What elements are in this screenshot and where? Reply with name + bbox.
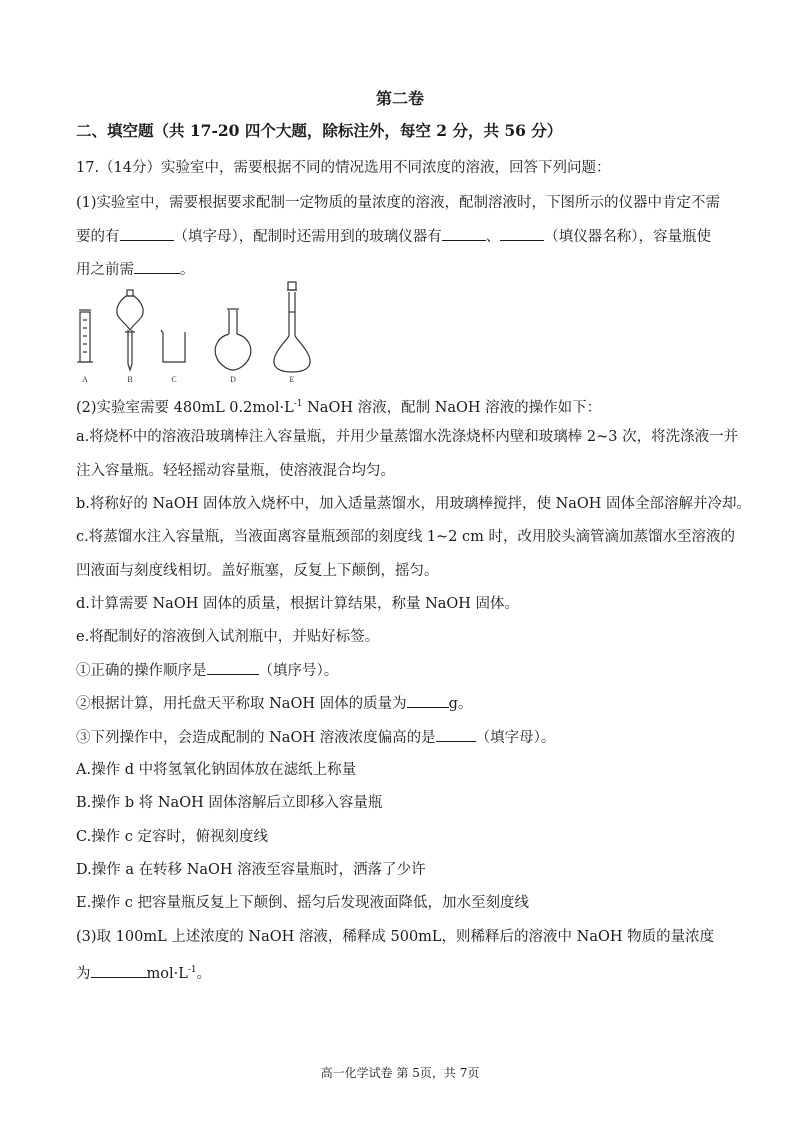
- separatory-funnel-icon: [117, 290, 143, 370]
- page-title: 第二卷: [375, 89, 424, 108]
- step-c-line2: 凹液面与刻度线相切。盖好瓶塞，反复上下颠倒，摇匀。: [76, 563, 439, 579]
- figure-label-a: A: [82, 375, 88, 384]
- volumetric-flask-icon: [274, 282, 310, 372]
- page-footer: 高一化学试卷 第 5页，共 7页: [320, 1066, 480, 1080]
- step-b: b.将称好的 NaOH 固体放入烧杯中，加入适量蒸馏水，用玻璃棒搅拌，使 NaOH 固体全部溶解并冷却。: [76, 496, 752, 512]
- option-d: D.操作 a 在转移 NaOH 溶液至容量瓶时，洒落了少许: [76, 862, 426, 878]
- part1-line1: (1)实验室中，需要根据要求配制一定物质的量浓度的溶液，配制溶液时，下图所示的仪器中肯定不需: [76, 195, 721, 211]
- subq-2: ②根据计算，用托盘天平称取 NaOH 固体的质量为 g。: [76, 693, 472, 714]
- answer-blank[interactable]: [120, 226, 174, 241]
- answer-blank[interactable]: [407, 693, 449, 708]
- part3-line1: (3)取 100mL 上述浓度的 NaOH 溶液，稀释成 500mL，则稀释后的溶液中 NaOH 物质的量浓度: [76, 929, 715, 945]
- part3-line2: 为 $mol\cdot L^{-1}$。: [76, 960, 211, 984]
- answer-blank[interactable]: [134, 259, 180, 274]
- answer-blank[interactable]: [500, 226, 544, 241]
- step-a-line2: 注入容量瓶。轻轻摇动容量瓶，使溶液混合均匀。: [76, 463, 395, 479]
- step-c-line1: c.将蒸馏水注入容量瓶，当液面离容量瓶颈部的刻度线 1~2 cm 时，改用胶头滴管滴加蒸馏水至溶液的: [76, 529, 736, 545]
- subq-3: ③下列操作中，会造成配制的 NaOH 溶液浓度偏高的是 （填字母）。: [76, 727, 555, 748]
- graduated-cylinder-icon: [77, 310, 93, 362]
- option-c: C.操作 c 定容时，俯视刻度线: [76, 829, 269, 845]
- option-a: A.操作 d 中将氢氧化钠固体放在滤纸上称量: [76, 762, 357, 778]
- step-e: e.将配制好的溶液倒入试剂瓶中，并贴好标签。: [76, 629, 380, 645]
- figure-label-c: C: [171, 375, 177, 384]
- beaker-icon: [161, 330, 185, 362]
- figure-label-d: D: [230, 375, 236, 384]
- part2-intro: (2)实验室需要 480mL $0.2mol\cdot L^{-1}$ NaOH 溶液，配制 NaOH 溶液的操作如下：: [76, 399, 602, 416]
- round-bottom-flask-icon: [215, 309, 251, 370]
- answer-blank[interactable]: [207, 660, 259, 675]
- figure-label-b: B: [127, 375, 133, 384]
- part1-line2: 要的有 （填字母），配制时还需用到的玻璃仪器有 、 （填仪器名称），容量瓶使: [76, 226, 711, 247]
- answer-blank[interactable]: [91, 963, 147, 978]
- part1-line3: 用之前需 。: [76, 259, 195, 280]
- option-b: B.操作 b 将 NaOH 固体溶解后立即移入容量瓶: [76, 795, 383, 811]
- answer-blank[interactable]: [436, 727, 476, 742]
- question-17-stem: 17.（14分）实验室中，需要根据不同的情况选用不同浓度的溶液，回答下列问题：: [76, 160, 611, 176]
- step-d: d.计算需要 NaOH 固体的质量，根据计算结果，称量 NaOH 固体。: [76, 596, 520, 612]
- figure-label-e: E: [289, 375, 295, 384]
- lab-glassware-figure: [70, 276, 340, 388]
- subq-1: ①正确的操作顺序是 （填序号）。: [76, 660, 338, 681]
- step-a-line1: a.将烧杯中的溶液沿玻璃棒注入容量瓶，并用少量蒸馏水洗涤烧杯内壁和玻璃棒 2~3 次，将洗涤液一并: [76, 429, 739, 445]
- option-e: E.操作 c 把容量瓶反复上下颠倒、摇匀后发现液面降低，加水至刻度线: [76, 895, 530, 911]
- answer-blank[interactable]: [442, 226, 486, 241]
- section-heading: 二、填空题（共 17-20 四个大题，除标注外，每空 2 分，共 56 分）: [76, 121, 563, 140]
